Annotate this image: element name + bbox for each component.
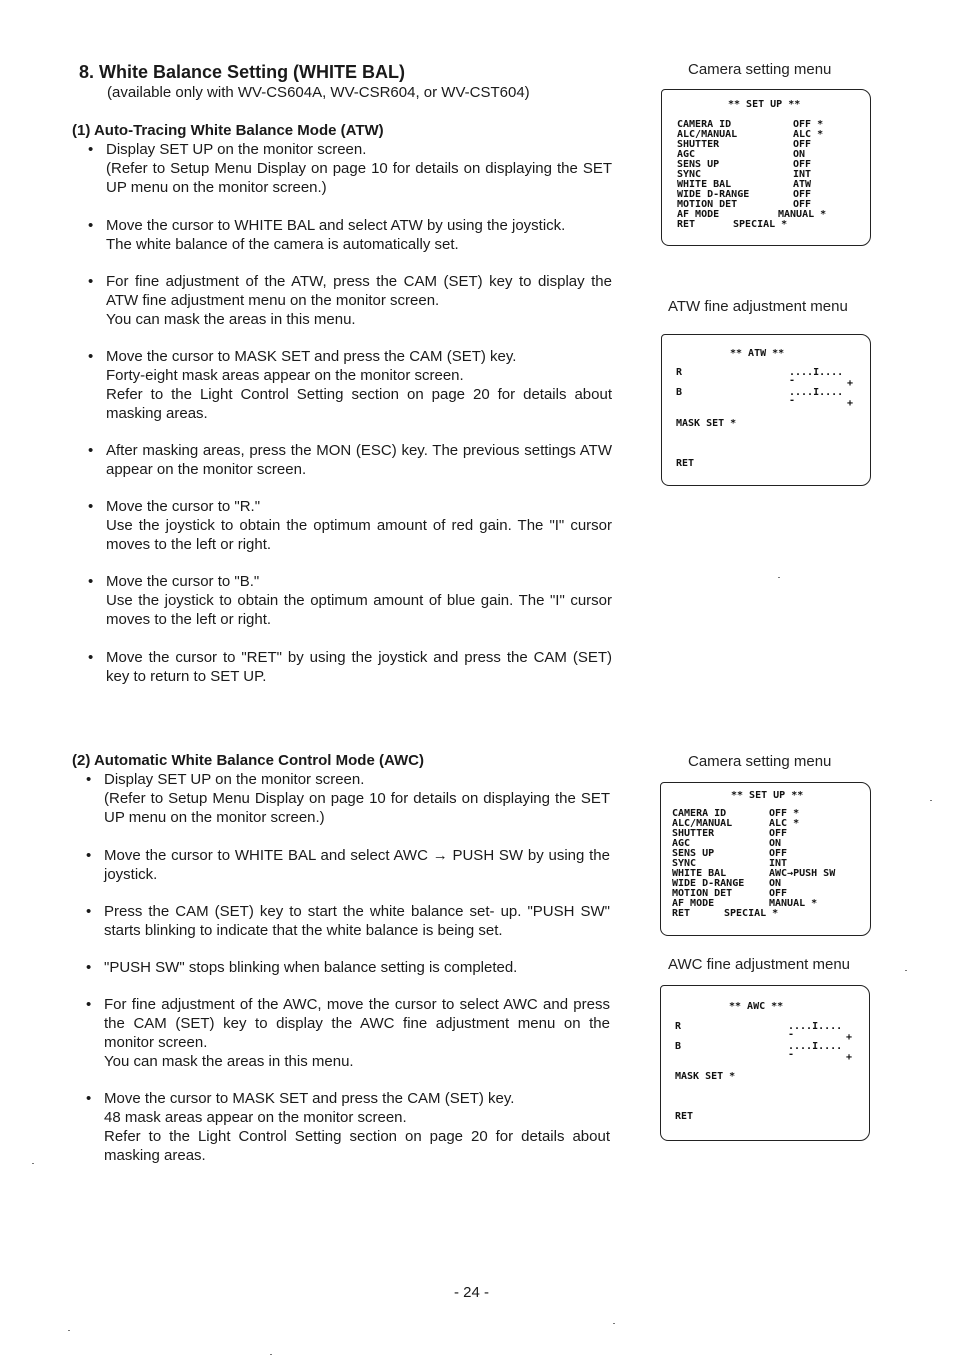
atw-item-2 [88,216,612,254]
menu-row-sens-up: SENS UP [672,848,715,859]
bullet-icon: • [86,771,92,788]
scan-speck [68,1330,70,1331]
b-label: B [676,387,683,398]
section-availability: (available only with WV-CS604A, WV-CSR604, or WV-CST604) [107,84,530,101]
menu-row-wide-d-range: WIDE D-RANGE [672,878,745,889]
section-number: 8. [79,62,95,82]
atw-setup-caption: Camera setting menu [688,61,832,78]
atw-item-1 [88,140,612,197]
atw-item-1-line-2: (Refer to Setup Menu Display on page 10 for details on displaying the SET UP menu on the monitor screen.) [106,160,612,196]
menu-value-special: SPECIAL * [733,219,788,230]
b-gain-scale: ....I.... [788,1041,843,1052]
b-plus-mark: + [847,398,854,409]
awc-item-5 [86,995,610,1071]
menu-title: ** SET UP ** [731,790,804,801]
atw-fine-menu [661,334,871,486]
bullet-icon: • [88,442,94,459]
awc-item-6-line-1: Move the cursor to MASK SET and press the CAM (SET) key. [104,1090,515,1107]
awc-item-3-line-1: Press the CAM (SET) key to start the white balance set- up. "PUSH SW" starts blinking to indicate that the white balance is being set. [104,903,610,939]
bullet-icon: • [88,273,94,290]
menu-value-camera-id: OFF * [793,119,824,130]
menu-row-ret: RET [677,219,696,230]
bullet-icon: • [88,141,94,158]
menu-value-agc: ON [769,838,782,849]
menu-value-af-mode: MANUAL * [778,209,827,220]
awc-setup-caption: Camera setting menu [688,753,832,770]
atw-item-3 [88,272,612,329]
r-label: R [676,367,683,378]
section-title [79,62,405,83]
menu-row-shutter: SHUTTER [677,139,720,150]
awc-item-2 [86,846,610,884]
section-title-text: White Balance Setting (WHITE BAL) [99,62,406,82]
atw-item-3-line-2: You can mask the areas in this menu. [106,311,356,328]
b-minus-mark: - [789,395,796,406]
b-plus-mark: + [846,1052,853,1063]
awc-item-1 [86,770,610,827]
menu-row-af-mode: AF MODE [672,898,715,909]
menu-value-shutter: OFF [793,139,812,150]
atw-item-3-line-1: For fine adjustment of the ATW, press the CAM (SET) key to display the ATW fine adjustment menu on the monitor screen. [106,273,612,309]
menu-row-camera-id: CAMERA ID [672,808,727,819]
atw-item-4-line-2: Forty-eight mask areas appear on the monitor screen. [106,367,464,384]
awc-item-6-line-2: 48 mask areas appear on the monitor screen. [104,1109,407,1126]
atw-item-7-line-1: Move the cursor to "B." [106,573,260,590]
atw-item-7 [88,572,612,629]
menu-row-agc: AGC [672,838,691,849]
menu-row-motion-det: MOTION DET [677,199,738,210]
menu-row-sens-up: SENS UP [677,159,720,170]
scan-speck [905,970,907,971]
menu-value-af-mode: MANUAL * [769,898,818,909]
menu-row-wide-d-range: WIDE D-RANGE [677,189,750,200]
atw-item-6-line-1: Move the cursor to "R." [106,498,261,515]
ret-item: RET [675,1111,694,1122]
menu-row-motion-det: MOTION DET [672,888,733,899]
bullet-icon: • [88,348,94,365]
scan-speck [32,1163,34,1164]
b-label: B [675,1041,682,1052]
menu-value-special: SPECIAL * [724,908,779,919]
mask-set-item: MASK SET * [675,1071,736,1082]
b-minus-mark: - [788,1049,795,1060]
menu-value-agc: ON [793,149,806,160]
awc-item-3 [86,902,610,940]
atw-item-1-line-1: Display SET UP on the monitor screen. [106,141,367,158]
awc-item-4 [86,958,610,977]
menu-value-white-bal: ATW [793,179,812,190]
menu-row-sync: SYNC [677,169,702,180]
menu-title: ** ATW ** [730,348,785,359]
menu-row-white-bal: WHITE BAL [672,868,727,879]
awc-item-4-line-1: "PUSH SW" stops blinking when balance setting is completed. [104,959,518,976]
atw-item-8 [88,648,612,686]
awc-setup-menu [660,782,871,936]
menu-value-sync: INT [769,858,788,869]
atw-fine-caption: ATW fine adjustment menu [668,298,848,315]
awc-item-2-line-1: Move the cursor to WHITE BAL and select AWC → PUSH SW by using the joystick. [104,847,610,883]
bullet-icon: • [86,996,92,1013]
atw-item-2-line-2: The white balance of the camera is automatically set. [106,236,459,253]
menu-value-white-bal: AWC→PUSH SW [769,868,836,879]
menu-value-wide-d-range: ON [769,878,782,889]
menu-value-sync: INT [793,169,812,180]
menu-title: ** SET UP ** [728,99,801,110]
atw-item-5 [88,441,612,479]
menu-row-white-bal: WHITE BAL [677,179,732,190]
r-minus-mark: - [789,375,796,386]
awc-fine-caption: AWC fine adjustment menu [668,956,851,973]
menu-row-af-mode: AF MODE [677,209,720,220]
awc-item-6 [86,1089,610,1165]
atw-item-6 [88,497,612,554]
scan-speck [778,577,780,578]
menu-value-wide-d-range: OFF [793,189,812,200]
menu-row-camera-id: CAMERA ID [677,119,732,130]
menu-row-sync: SYNC [672,858,697,869]
r-label: R [675,1021,682,1032]
awc-item-6-line-3: Refer to the Light Control Setting section on page 20 for details about masking areas. [104,1128,610,1164]
atw-heading: (1) Auto-Tracing White Balance Mode (ATW) [72,122,384,139]
ret-item: RET [676,458,695,469]
bullet-icon: • [86,959,92,976]
bullet-icon: • [86,847,92,864]
menu-row-shutter: SHUTTER [672,828,715,839]
menu-row-ret: RET [672,908,691,919]
menu-value-alc: ALC * [793,129,824,140]
mask-set-item: MASK SET * [676,418,737,429]
awc-item-5-line-1: For fine adjustment of the AWC, move the cursor to select AWC and press the CAM (SET) key to display the AWC fine adjustment menu on the monitor screen. [104,996,610,1051]
menu-value-sens-up: OFF [769,848,788,859]
atw-item-6-line-2: Use the joystick to obtain the optimum amount of red gain. The "I" cursor moves to the left or right. [106,517,612,553]
menu-title: ** AWC ** [729,1001,784,1012]
menu-value-shutter: OFF [769,828,788,839]
atw-item-4-line-1: Move the cursor to MASK SET and press the CAM (SET) key. [106,348,517,365]
atw-item-2-line-1: Move the cursor to WHITE BAL and select ATW by using the joystick. [106,217,566,234]
bullet-icon: • [88,649,94,666]
page-number: - 24 - [454,1284,490,1301]
scan-speck [930,800,932,801]
menu-value-sens-up: OFF [793,159,812,170]
awc-item-5-line-2: You can mask the areas in this menu. [104,1053,354,1070]
atw-item-4 [88,347,612,423]
awc-heading: (2) Automatic White Balance Control Mode (AWC) [72,752,424,769]
scan-speck [270,1354,272,1355]
b-gain-scale: ....I.... [789,387,844,398]
r-plus-mark: + [846,1032,853,1043]
menu-row-alc: ALC/MANUAL [672,818,733,829]
bullet-icon: • [88,217,94,234]
bullet-icon: • [86,903,92,920]
atw-item-4-line-3: Refer to the Light Control Setting section on page 20 for details about masking areas. [106,386,612,422]
bullet-icon: • [86,1090,92,1107]
awc-item-1-line-1: Display SET UP on the monitor screen. [104,771,365,788]
atw-item-5-line-1: After masking areas, press the MON (ESC) key. The previous settings ATW appear on the monitor screen. [106,442,612,478]
menu-row-agc: AGC [677,149,696,160]
atw-item-8-line-1: Move the cursor to "RET" by using the joystick and press the CAM (SET) key to return to SET UP. [106,649,612,685]
r-minus-mark: - [788,1029,795,1040]
awc-fine-menu [660,985,870,1141]
awc-item-1-line-2: (Refer to Setup Menu Display on page 10 for details on displaying the SET UP menu on the monitor screen.) [104,790,610,826]
menu-value-motion-det: OFF [793,199,812,210]
r-gain-scale: ....I.... [789,367,844,378]
menu-value-motion-det: OFF [769,888,788,899]
bullet-icon: • [88,498,94,515]
menu-value-camera-id: OFF * [769,808,800,819]
atw-item-7-line-2: Use the joystick to obtain the optimum amount of blue gain. The "I" cursor moves to the left or right. [106,592,612,628]
menu-row-alc: ALC/MANUAL [677,129,738,140]
r-plus-mark: + [847,378,854,389]
bullet-icon: • [88,573,94,590]
menu-value-alc: ALC * [769,818,800,829]
scan-speck [613,1323,615,1324]
r-gain-scale: ....I.... [788,1021,843,1032]
atw-setup-menu [661,89,871,246]
